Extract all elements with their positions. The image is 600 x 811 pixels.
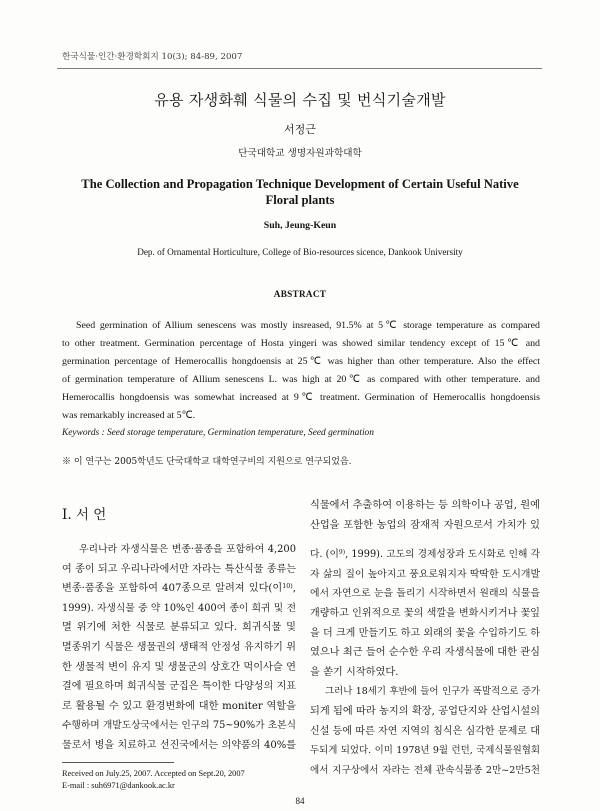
intro-right-line: 두되게 되었다. 이미 1978년 9월 런던, 국제식물원협회 — [310, 745, 540, 757]
korean-title: 유용 자생화훼 식물의 수집 및 번식기술개발 — [154, 91, 446, 109]
abstract-line: was remarkably increased at 5℃. — [62, 410, 196, 421]
journal-running-header: 한국식물·인간·환경학회지 10(3); 84-89, 2007 — [62, 52, 243, 62]
intro-right-line: 그러나 18세기 후반에 들어 인구가 폭발적으로 증가 — [325, 686, 540, 698]
intro-right-line: 개량하고 인위적으로 꽃의 색깔을 변화시키거나 꽃잎 — [310, 607, 540, 619]
korean-author: 서정근 — [284, 123, 316, 136]
line-text-tail: , — [292, 583, 296, 595]
intro-left-line: 우리나라 자생식물은 변종·품종을 포함하여 4,200 — [79, 544, 296, 555]
citation-superscript: 9) — [338, 549, 346, 557]
author-email: E-mail : suh6971@dankook.ac.kr — [62, 781, 175, 790]
english-title — [0, 177, 600, 208]
abstract-line: Seed germination of Allium senescens was mostly insreased, 91.5% at 5℃ storage temperature as compared — [76, 320, 540, 331]
intro-left-line: 멸 위기에 처한 식물로 분류되고 있다. 희귀식물 및 — [62, 622, 296, 634]
intro-right-line: 였으나 최근 들어 순수한 우리 자생식물에 대한 관심 — [310, 647, 540, 659]
intro-left-line: 한 생물적 변이 유지 및 생물군의 상호간 먹이사슬 연 — [62, 661, 296, 673]
intro-right-line: 에서 자연으로 눈을 돌리기 시작하면서 원래의 식물을 — [310, 588, 540, 600]
line-text: 변종·품종을 포함하여 407종으로 알려져 있다(이 — [62, 583, 283, 595]
english-title-line: Floral plants — [265, 192, 335, 207]
intro-right-line: 신설 등에 따른 자연 지역의 침식은 심각한 문제로 대 — [310, 725, 540, 737]
received-accepted-dates: Received on July.25, 2007. Accepted on Sept.20, 2007 — [62, 769, 245, 778]
intro-right-line: 산업을 포함한 농업의 잠재적 자원으로서 가치가 있 — [310, 519, 540, 531]
section-heading-introduction: Ⅰ. 서 언 — [62, 507, 107, 523]
intro-right-line: 되게 됨에 따라 농지의 확장, 공업단지와 산업시설의 — [310, 705, 540, 717]
abstract-line: to other treatment. Germination percentage of Hosta yingeri was showed similar tendency except of 15℃ and — [62, 338, 540, 349]
intro-right-line — [310, 545, 540, 565]
intro-left-line: 결에 필요하며 희귀식물 군집은 특이한 다양성의 지표 — [62, 681, 296, 693]
intro-left-line: 로 활용될 수 있고 환경변화에 대한 moniter 역할을 — [62, 700, 296, 712]
korean-affiliation: 단국대학교 생명자원과학대학 — [238, 148, 362, 159]
english-affiliation: Dep. of Ornamental Horticulture, College of Bio-resources sicence, Dankook University — [137, 247, 463, 257]
keywords: Keywords : Seed storage temperature, Germination temperature, Seed germination — [62, 428, 374, 438]
english-title-line: The Collection and Propagation Technique Development of Certain Useful Native — [81, 177, 519, 191]
intro-left-line: 1999). 자생식물 중 약 10%인 400여 종이 희귀 및 전 — [62, 602, 296, 614]
english-author: Suh, Jeung-Keun — [263, 220, 337, 231]
intro-right-line: 에서 지구상에서 자라는 전체 관속식물종 2만~2만5천 — [310, 764, 540, 776]
line-text: 다. (이 — [310, 549, 339, 561]
intro-left-line: 여 종이 되고 우리나라에서만 자라는 특산식물 종류는 — [62, 563, 296, 575]
abstract-line: of germination temperature of Allium senescens L. was high at 20℃ as compared with other temperature. and — [62, 374, 540, 385]
intro-left-line: 물로서 병을 치료하고 선진국에서는 의약품의 40%를 — [62, 739, 296, 751]
intro-right-line: 자 삶의 질이 높아지고 풍요로워지자 딱딱한 도시개발 — [310, 568, 540, 580]
abstract-heading: ABSTRACT — [273, 289, 327, 299]
header-rule — [57, 68, 542, 69]
intro-right-line: 을 쏟기 시작하였다. — [310, 666, 399, 678]
page-number: 84 — [295, 796, 305, 806]
abstract-line: germination percentage of Hemerocallis hongdoensis at 25℃ was higher than other temperature. Also the effect — [62, 356, 540, 367]
introduction-left-column — [62, 540, 296, 756]
intro-right-line: 식물에서 추출하여 이용하는 등 의학이나 공업, 원예 — [310, 500, 540, 511]
line-text-tail: , 1999). 고도의 경제성장과 도시화로 인해 각 — [345, 549, 540, 561]
abstract-body — [62, 317, 540, 425]
introduction-right-column — [310, 496, 540, 780]
footnote-rule — [62, 762, 174, 763]
intro-left-line — [62, 579, 296, 599]
intro-left-line: 수행하며 개발도상국에서는 인구의 75~90%가 초본식 — [62, 720, 296, 732]
intro-right-line: 을 더 크게 만들기도 하고 외래의 꽃을 수입하기도 하 — [310, 627, 540, 639]
citation-superscript: 10) — [282, 583, 293, 591]
funding-note: ※ 이 연구는 2005학년도 단국대학교 대학연구비의 지원으로 연구되었음. — [62, 457, 352, 467]
intro-left-line: 멸종위기 식물은 생물권의 생태적 안정성 유지하기 위 — [62, 641, 296, 653]
abstract-line: Hemerocallis hongdoensis was somewhat increased at 9℃ treatment. Germination of Hemerocallis hongdoensis — [62, 392, 540, 403]
